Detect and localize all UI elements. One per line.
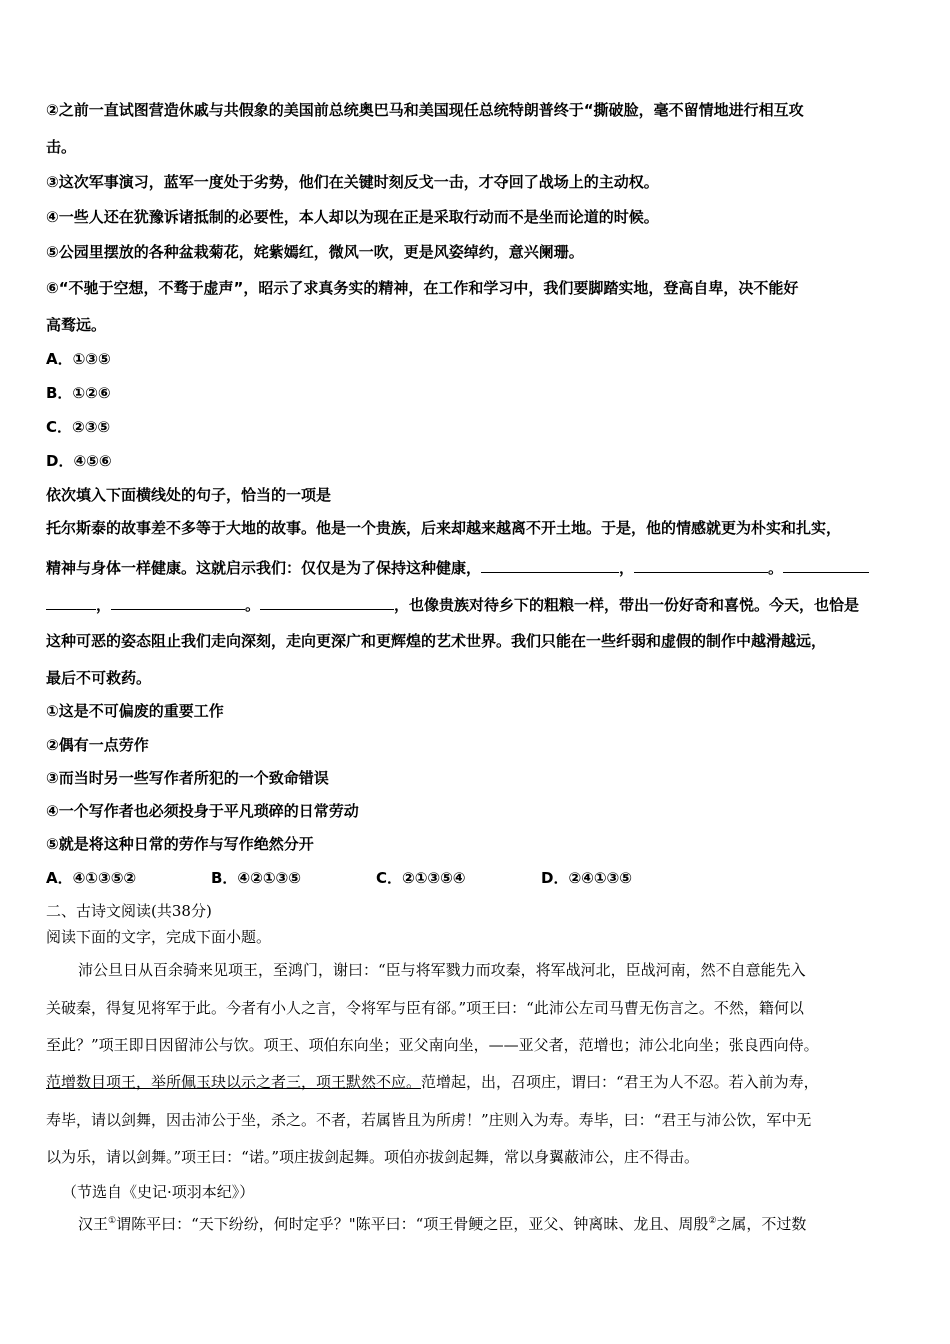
footnote-marker-2: ②: [708, 1216, 717, 1226]
q2-prompt: 依次填入下面横线处的句子，恰当的一项是: [46, 486, 332, 504]
q2-option-d[interactable]: D．②④①③⑤: [541, 869, 632, 887]
period: 。: [768, 559, 784, 577]
sentence-6-line2: 高骛远。: [46, 316, 107, 334]
q2-passage-line2: [46, 557, 869, 578]
sentence-4: ④一些人还在犹豫诉诸抵制的必要性，本人却以为现在正是采取行动而不是坐而论道的时候。: [46, 208, 659, 226]
q1-option-c[interactable]: C．②③⑤: [46, 418, 111, 436]
blank-5[interactable]: [260, 594, 394, 610]
blank-4[interactable]: [111, 594, 245, 610]
sentence-2-line1: ②之前一直试图营造休戚与共假象的美国前总统奥巴马和美国现任总统特朗普终于“撕破脸，毫不留情地进行相互攻: [46, 101, 804, 119]
q2-passage-line1: 托尔斯泰的故事差不多等于大地的故事。他是一个贵族，后来却越来越离不开土地。于是，他的情感就更为朴实和扎实，: [46, 519, 842, 537]
q2-passage-line2-text: 精神与身体一样健康。这就启示我们：仅仅是为了保持这种健康，: [46, 559, 482, 577]
sentence-6-line1: ⑥“不驰于空想，不骛于虚声”，昭示了求真务实的精神，在工作和学习中，我们要脚踏实地，登高自卑，决不能好: [46, 279, 799, 297]
blank-1[interactable]: [481, 557, 619, 573]
sentence-2-line2: 击。: [46, 138, 77, 156]
classical-source: （节选自《史记·项羽本纪》）: [62, 1183, 255, 1201]
classical-line3: 至此？”项王即日因留沛公与饮。项王、项伯东向坐；亚父南向坐，——亚父者，范增也；沛公北向坐；张良西向侍。: [46, 1036, 819, 1054]
q2-item-3: ③而当时另一些写作者所犯的一个致命错误: [46, 769, 329, 787]
blank-3-start[interactable]: [783, 557, 869, 573]
section-title: 二、古诗文阅读(共38分): [46, 902, 212, 920]
classical-line7-start: 汉王: [78, 1215, 109, 1233]
q2-item-5: ⑤就是将这种日常的劳作与写作绝然分开: [46, 835, 314, 853]
q2-option-c[interactable]: C．②①③⑤④: [376, 869, 466, 887]
q2-options-row: [46, 868, 906, 888]
q2-passage-line4: 这种可恶的姿态阻止我们走向深刻，走向更深广和更辉煌的艺术世界。我们只能在一些纤弱和虚假的制作中越滑越远，: [46, 632, 827, 650]
comma: ，: [96, 596, 112, 614]
classical-line4-rest: 范增起，出，召项庄，谓曰：“君王为人不忍。若入前为寿，: [421, 1073, 819, 1091]
blank-3-end[interactable]: [46, 594, 96, 610]
q2-passage-line3: [46, 594, 859, 615]
classical-line7-end: 之属，不过数: [716, 1215, 807, 1233]
sentence-3: ③这次军事演习，蓝军一度处于劣势，他们在关键时刻反戈一击，才夺回了战场上的主动权。: [46, 173, 659, 191]
q2-option-b[interactable]: B．④②①③⑤: [211, 869, 301, 887]
q1-option-b[interactable]: B．①②⑥: [46, 384, 111, 402]
comma: ，: [619, 559, 635, 577]
q2-passage-line3-text: ，也像贵族对待乡下的粗粮一样，带出一份好奇和喜悦。今天，也恰是: [394, 596, 860, 614]
q1-option-d[interactable]: D．④⑤⑥: [46, 452, 112, 470]
classical-line7-mid: 谓陈平曰：“天下纷纷，何时定乎？"陈平曰：“项王骨鲠之臣，亚父、钟离昧、龙且、周殷: [116, 1215, 709, 1233]
classical-line6: 以为乐，请以剑舞。”项王曰：“诺。”项庄拔剑起舞。项伯亦拔剑起舞，常以身翼蔽沛公，庄不得击。: [46, 1148, 700, 1166]
q2-item-4: ④一个写作者也必须投身于平凡琐碎的日常劳动: [46, 802, 359, 820]
period: 。: [245, 596, 261, 614]
classical-line5: 寿毕，请以剑舞，因击沛公于坐，杀之。不者，若属皆且为所虏！”庄则入为寿。寿毕，曰：“君王与沛公饮，军中无: [46, 1111, 812, 1129]
q2-option-a[interactable]: A．④①③⑤②: [46, 869, 137, 887]
section-instruction: 阅读下面的文字，完成下面小题。: [46, 928, 272, 946]
q2-item-1: ①这是不可偏废的重要工作: [46, 702, 224, 720]
classical-line4: [46, 1072, 819, 1092]
sentence-5: ⑤公园里摆放的各种盆栽菊花，姹紫嫣红，微风一吹，更是风姿绰约，意兴阑珊。: [46, 243, 584, 261]
q2-item-2: ②偶有一点劳作: [46, 736, 149, 754]
blank-2[interactable]: [634, 557, 768, 573]
classical-line7: [78, 1214, 806, 1234]
q1-option-a[interactable]: A．①③⑤: [46, 350, 111, 368]
q2-passage-line5: 最后不可救药。: [46, 669, 152, 687]
classical-line1: 沛公旦日从百余骑来见项王，至鸿门，谢曰：“臣与将军戮力而攻秦，将军战河北，臣战河南，然不自意能先入: [78, 961, 806, 979]
classical-line2: 关破秦，得复见将军于此。今者有小人之言，令将军与臣有郤。”项王曰：“此沛公左司马曹无伤言之。不然，籍何以: [46, 999, 804, 1017]
underlined-sentence: 范增数目项王，举所佩玉玦以示之者三，项王默然不应。: [46, 1073, 422, 1091]
footnote-marker-1: ①: [108, 1216, 117, 1226]
